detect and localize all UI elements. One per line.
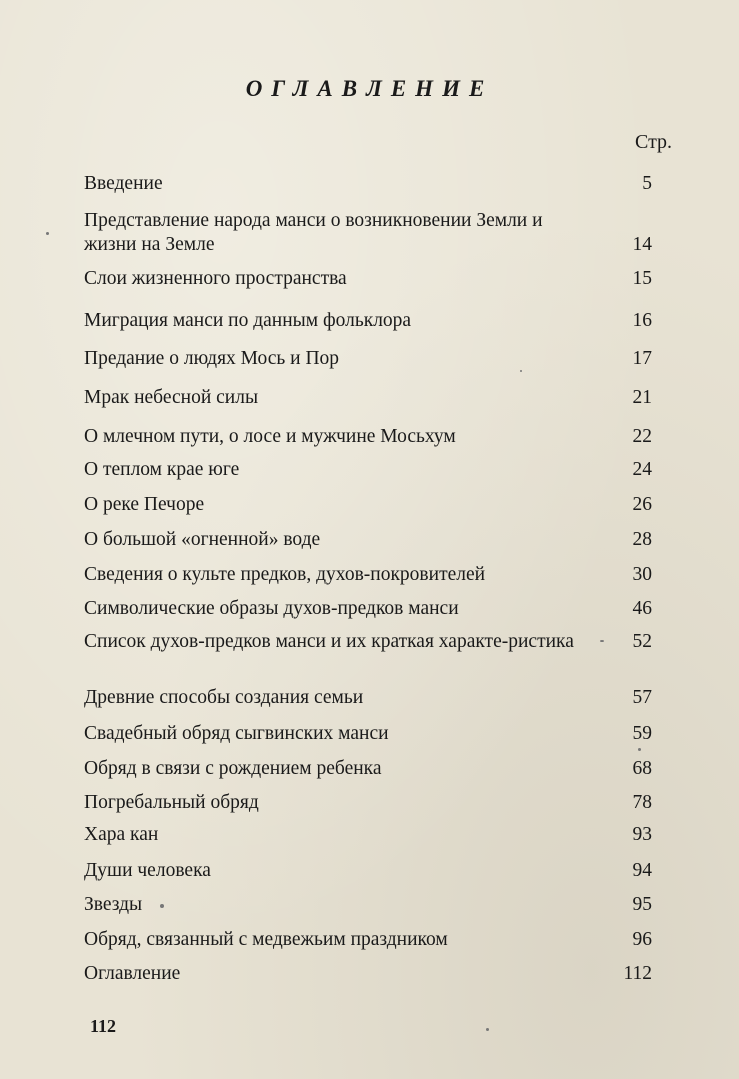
- toc-entry: [84, 597, 652, 621]
- toc-entry-page: 28: [632, 529, 652, 550]
- toc-entry: [84, 458, 652, 482]
- toc-entry: [84, 425, 652, 449]
- toc-entry-page: 21: [632, 387, 652, 408]
- toc-entry: [84, 528, 652, 552]
- toc-entry-page: 46: [632, 598, 652, 619]
- toc-entry: [84, 493, 652, 517]
- toc-entry-page: 94: [632, 860, 652, 881]
- toc-entry-title: Мрак небесной силы: [84, 387, 259, 408]
- toc-entry-title: О теплом крае юге: [84, 459, 240, 480]
- page-column-label: Стр.: [635, 131, 673, 153]
- toc-entry-page: 26: [632, 494, 652, 515]
- toc-entry-title: Обряд, связанный с медвежьим праздником: [84, 929, 448, 950]
- toc-entry: [84, 859, 652, 883]
- toc-entry-page: 5: [642, 173, 652, 194]
- toc-entry: [84, 962, 652, 986]
- toc-entry-title: Обряд в связи с рождением ребенка: [84, 758, 382, 779]
- toc-entry-page: 15: [632, 268, 652, 289]
- toc-entry-page: 95: [632, 894, 652, 915]
- toc-entry-page: 17: [632, 348, 652, 369]
- toc-entry-title: Звезды: [84, 894, 143, 915]
- toc-entry-page: 22: [632, 426, 652, 447]
- toc-entry-title: Предание о людях Мось и Пор: [84, 348, 340, 369]
- paper-speck: [638, 748, 641, 751]
- toc-entry-title: Символические образы духов-предков манси: [84, 598, 459, 619]
- toc-entry-title: Оглавление: [84, 963, 181, 984]
- toc-entry: [84, 823, 652, 847]
- toc-entry-title: Список духов-предков манси и их краткая характе-ристика: [84, 631, 574, 652]
- toc-entry-title: Души человека: [84, 860, 211, 881]
- toc-entry-title: Введение: [84, 173, 163, 194]
- paper-speck: [46, 232, 49, 235]
- toc-entry-page: 52: [632, 631, 652, 652]
- toc-entry: [84, 630, 652, 654]
- toc-entry-page: 16: [632, 310, 652, 331]
- page-title: ОГЛАВЛЕНИЕ: [245, 76, 494, 101]
- toc-entry: [84, 893, 652, 917]
- toc-entry-title: Свадебный обряд сыгвинских манси: [84, 723, 389, 744]
- toc-entry-page: 59: [632, 723, 652, 744]
- toc-entry-page: 30: [632, 564, 652, 585]
- toc-entry-page: 68: [632, 758, 652, 779]
- toc-entry: [84, 209, 652, 257]
- toc-entry-page: 57: [632, 687, 652, 708]
- toc-entry: [84, 347, 652, 371]
- toc-entry-title: Древние способы создания семьи: [84, 687, 364, 708]
- toc-entry-title: Слои жизненного пространства: [84, 268, 347, 289]
- toc-entry: [84, 791, 652, 815]
- toc-entry: [84, 722, 652, 746]
- toc-entry: [84, 757, 652, 781]
- toc-entry-title: Сведения о культе предков, духов-покровителей: [84, 564, 486, 585]
- toc-entry: [84, 686, 652, 710]
- toc-entry-title: О большой «огненной» воде: [84, 529, 321, 550]
- toc-entry-page: 96: [632, 929, 652, 950]
- toc-entry: [84, 928, 652, 952]
- toc-entry-title: О реке Печоре: [84, 494, 205, 515]
- toc-entry: [84, 172, 652, 196]
- paper-speck: [486, 1028, 489, 1031]
- toc-entry-page: 14: [632, 234, 652, 255]
- toc-entry-title: О млечном пути, о лосе и мужчине Мосьхум: [84, 426, 456, 447]
- toc-entry-page: 78: [632, 792, 652, 813]
- toc-entry: [84, 563, 652, 587]
- toc-entry-title: Погребальный обряд: [84, 792, 259, 813]
- paper-speck: [600, 640, 604, 642]
- toc-entry: [84, 267, 652, 291]
- toc-entry: [84, 386, 652, 410]
- toc-entry-title: Представление народа манси о возникновении Земли и жизни на Земле: [84, 210, 543, 255]
- toc-entry: [84, 309, 652, 333]
- toc-entry-title: Хара кан: [84, 824, 159, 845]
- toc-entry-page: 112: [623, 963, 652, 984]
- toc-entry-page: 24: [632, 459, 652, 480]
- paper-speck: [160, 904, 164, 908]
- paper-speck: [520, 370, 522, 372]
- toc-entry-page: 93: [632, 824, 652, 845]
- toc-entry-title: Миграция манси по данным фольклора: [84, 310, 412, 331]
- page-number: 112: [90, 1016, 117, 1036]
